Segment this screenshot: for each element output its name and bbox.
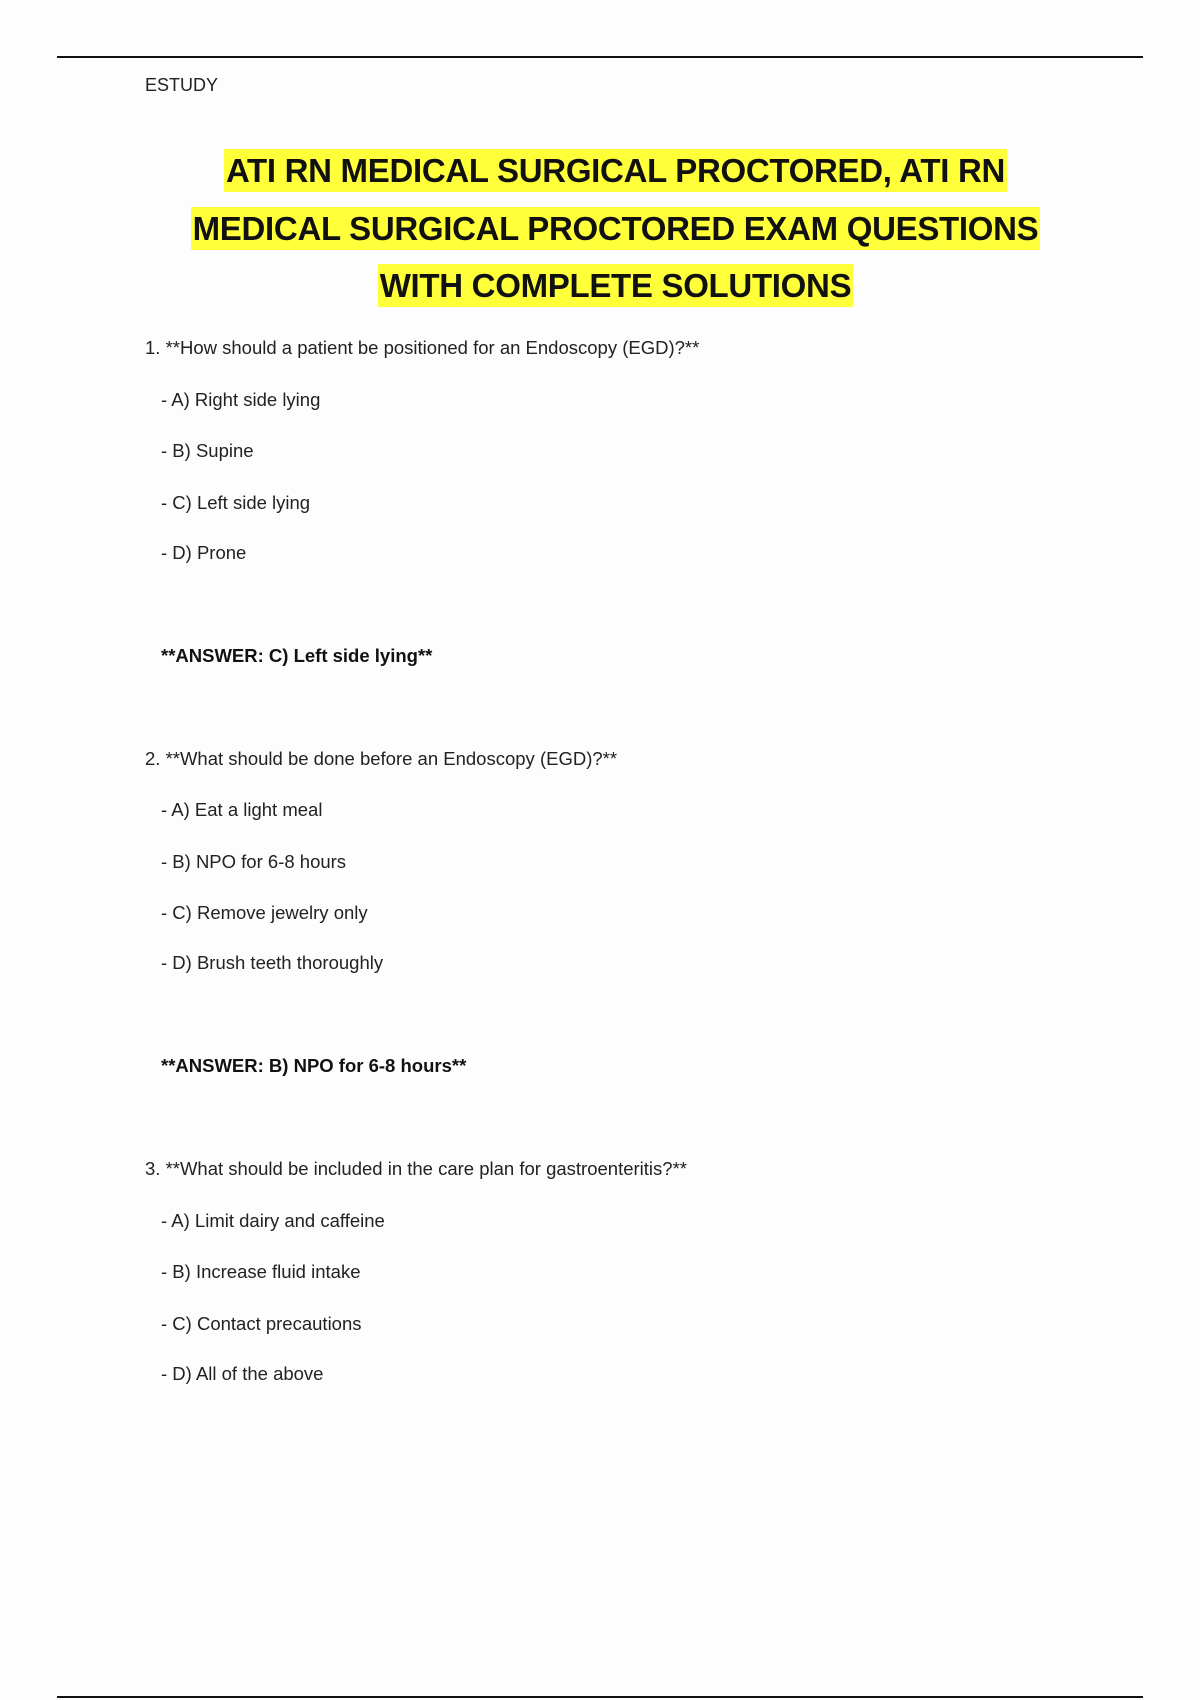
question-1-option-d: - D) Prone (161, 542, 247, 563)
question-2-option-c: - C) Remove jewelry only (161, 902, 368, 923)
question-1-option-a: - A) Right side lying (161, 389, 321, 410)
title-line-2: MEDICAL SURGICAL PROCTORED EXAM QUESTIONS (191, 207, 1041, 250)
top-rule (57, 56, 1143, 58)
title-line-1: ATI RN MEDICAL SURGICAL PROCTORED, ATI RN (224, 149, 1007, 192)
question-3-option-b: - B) Increase fluid intake (161, 1261, 361, 1282)
question-3-option-d: - D) All of the above (161, 1363, 324, 1384)
question-1-option-c: - C) Left side lying (161, 492, 311, 513)
question-3-option-a: - A) Limit dairy and caffeine (161, 1210, 385, 1231)
question-2: 2. **What should be done before an Endoscopy (EGD)?** (145, 748, 618, 769)
document-title (145, 142, 1086, 315)
question-1: 1. **How should a patient be positioned for an Endoscopy (EGD)?** (145, 337, 700, 358)
question-1-answer: **ANSWER: C) Left side lying** (161, 645, 433, 666)
question-3-option-c: - C) Contact precautions (161, 1313, 362, 1334)
question-3: 3. **What should be included in the care plan for gastroenteritis?** (145, 1158, 687, 1179)
question-2-option-a: - A) Eat a light meal (161, 799, 323, 820)
question-1-option-b: - B) Supine (161, 440, 254, 461)
title-line-3: WITH COMPLETE SOLUTIONS (378, 264, 854, 307)
header-label: ESTUDY (145, 75, 219, 95)
bottom-rule (57, 1696, 1143, 1698)
question-2-option-d: - D) Brush teeth thoroughly (161, 952, 384, 973)
question-2-option-b: - B) NPO for 6-8 hours (161, 851, 347, 872)
question-2-answer: **ANSWER: B) NPO for 6-8 hours** (161, 1055, 467, 1076)
